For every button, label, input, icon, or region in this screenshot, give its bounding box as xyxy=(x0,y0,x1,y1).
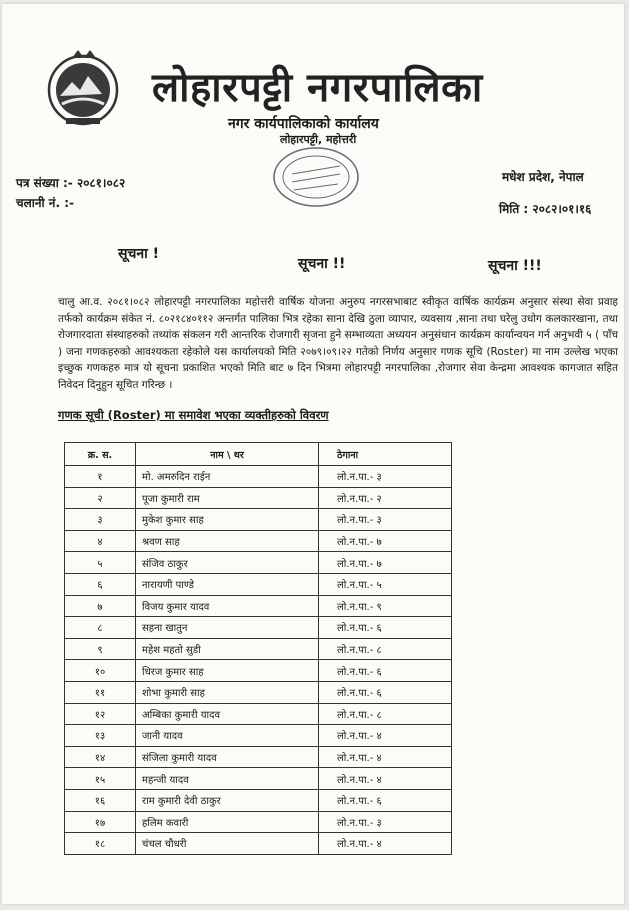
address-cell: लो.न.पा.- ३ xyxy=(319,509,452,531)
name-cell: नारायणी पाण्डे xyxy=(136,573,319,595)
address-cell: लो.न.पा.- ४ xyxy=(319,746,452,768)
name-cell: संजिला कुमारी यादव xyxy=(136,746,319,768)
address-cell: लो.न.पा.- ४ xyxy=(319,725,452,747)
serial-cell: ७ xyxy=(65,595,136,617)
address-cell: लो.न.पा.- ४ xyxy=(319,768,452,790)
table-row xyxy=(65,595,452,617)
address-cell: लो.न.पा.- ७ xyxy=(319,530,452,552)
name-cell: राम कुमारी देवी ठाकुर xyxy=(136,789,319,811)
municipality-title: लोहारपट्टी नगरपालिका xyxy=(152,64,483,111)
roster-table xyxy=(64,442,452,855)
serial-cell: १३ xyxy=(65,725,136,747)
name-cell: शोभा कुमारी साह xyxy=(136,681,319,703)
table-row xyxy=(65,789,452,811)
name-cell: विजय कुमार यादव xyxy=(136,595,319,617)
official-stamp-icon xyxy=(270,144,362,210)
name-cell: मो. अमरुदिन राईन xyxy=(136,466,319,488)
serial-cell: १८ xyxy=(65,833,136,855)
document-date: मिति : २०८२।०१।१६ xyxy=(499,202,592,216)
serial-cell: ४ xyxy=(65,530,136,552)
serial-cell: ५ xyxy=(65,552,136,574)
serial-cell: ६ xyxy=(65,573,136,595)
address-cell: लो.न.पा.- ६ xyxy=(319,660,452,682)
address-cell: लो.न.पा.- ३ xyxy=(319,811,452,833)
serial-cell: १६ xyxy=(65,789,136,811)
table-row xyxy=(65,681,452,703)
name-cell: महेश महतो सुडी xyxy=(136,638,319,660)
address-cell: लो.न.पा.- ८ xyxy=(319,703,452,725)
serial-cell: १० xyxy=(65,660,136,682)
name-cell: सहना खातुन xyxy=(136,617,319,639)
table-row xyxy=(65,530,452,552)
serial-cell: १ xyxy=(65,466,136,488)
table-row xyxy=(65,487,452,509)
serial-cell: ३ xyxy=(65,509,136,531)
name-cell: पूजा कुमारी राम xyxy=(136,487,319,509)
table-row xyxy=(65,617,452,639)
notice-label-1: सूचना ! xyxy=(118,246,160,262)
table-row xyxy=(65,509,452,531)
table-row xyxy=(65,552,452,574)
header-name: नाम \ थर xyxy=(136,443,319,466)
header-serial: क्र. स. xyxy=(65,443,136,466)
notice-label-3: सूचना !!! xyxy=(488,258,542,274)
province-label: मधेश प्रदेश, नेपाल xyxy=(502,170,584,184)
address-cell: लो.न.पा.- ६ xyxy=(319,681,452,703)
name-cell: धिरज कुमार साह xyxy=(136,660,319,682)
name-cell: संजिव ठाकुर xyxy=(136,552,319,574)
address-cell: लो.न.पा.- ६ xyxy=(319,789,452,811)
name-cell: अम्बिका कुमारी यादव xyxy=(136,703,319,725)
roster-table-body xyxy=(65,466,452,855)
notice-label-2: सूचना !! xyxy=(298,256,346,272)
address-cell: लो.न.पा.- ६ xyxy=(319,617,452,639)
table-header-row xyxy=(65,443,452,466)
table-row xyxy=(65,725,452,747)
name-cell: महन्जी यादव xyxy=(136,768,319,790)
serial-cell: ८ xyxy=(65,617,136,639)
address-cell: लो.न.पा.- ५ xyxy=(319,573,452,595)
table-row xyxy=(65,638,452,660)
table-row xyxy=(65,660,452,682)
table-row xyxy=(65,833,452,855)
header-address: ठेगाना xyxy=(319,443,452,466)
name-cell: जानी यादव xyxy=(136,725,319,747)
name-cell: हलिम कवारी xyxy=(136,811,319,833)
dispatch-number: चलानी नं. :- xyxy=(16,196,74,210)
table-row xyxy=(65,768,452,790)
office-address: लोहारपट्टी, महोत्तरी xyxy=(280,133,357,146)
name-cell: चंचल चौधरी xyxy=(136,833,319,855)
serial-cell: २ xyxy=(65,487,136,509)
table-row xyxy=(65,466,452,488)
notice-document xyxy=(2,4,624,904)
government-emblem-icon xyxy=(42,46,124,128)
office-subtitle: नगर कार्यपालिकाको कार्यालय xyxy=(228,116,379,132)
table-row xyxy=(65,703,452,725)
table-row xyxy=(65,573,452,595)
table-row xyxy=(65,811,452,833)
serial-cell: १५ xyxy=(65,768,136,790)
address-cell: लो.न.पा.- २ xyxy=(319,487,452,509)
notice-body: चालु आ.व. २०८१।०८२ लोहारपट्टी नगरपालिका महोत्तरी वार्षिक योजना अनुरुप नगरसभाबाट स्वीकृत वार्षिक कार्यक्रम अनुसार संस्था सेवा प्रवाह तर्फको कार्यक्रम संकेत नं. ८०२१८४०११२ अन्तर्गत पालिका भित्र रहेका साना देखि ठुला व्यापार, व्यवसाय ,साना तथा घरेलु उधोग कलकारखाना, तथा रोजगारदाता संस्थाहरुको तथ्यांक संकलन गरी आन्तरिक रोजगारी सृजना हुने सम्भाव्यता अध्ययन अनुसंधान कार्यक्रम कार्यान्वयन गर्न अनुभवी ५ ( पाँच ) जना गणकहरुको आवश्यकता रहेकोले यस कार्यालयको मिति २०७९।०९।२२ गतेको निर्णय अनुसार गणक सूचि (Roster) मा नाम उल्लेख भएका इच्छुक गणकहरु मात्र यो सूचना प्रकाशित भएको मिति बाट ७ दिन भित्रमा लोहारपट्टी नगरपालिका ,रोजगार सेवा केन्द्रमा आवश्यक कागजात सहित निवेदन दिनुहुन सूचित गरिन्छ । xyxy=(58,296,618,391)
address-cell: लो.न.पा.- ३ xyxy=(319,466,452,488)
serial-cell: १७ xyxy=(65,811,136,833)
roster-heading: गणक सूची (Roster) मा समावेश भएका व्यक्तीहरुको विवरण xyxy=(58,408,329,422)
table-row xyxy=(65,746,452,768)
address-cell: लो.न.पा.- ८ xyxy=(319,638,452,660)
address-cell: लो.न.पा.- ७ xyxy=(319,552,452,574)
address-cell: लो.न.पा.- ४ xyxy=(319,833,452,855)
reference-number: पत्र संख्या :- २०८१।०८२ xyxy=(16,176,126,190)
name-cell: मुकेश कुमार साह xyxy=(136,509,319,531)
serial-cell: १४ xyxy=(65,746,136,768)
address-cell: लो.न.पा.- ९ xyxy=(319,595,452,617)
serial-cell: ११ xyxy=(65,681,136,703)
serial-cell: १२ xyxy=(65,703,136,725)
name-cell: श्रवण साह xyxy=(136,530,319,552)
serial-cell: ९ xyxy=(65,638,136,660)
